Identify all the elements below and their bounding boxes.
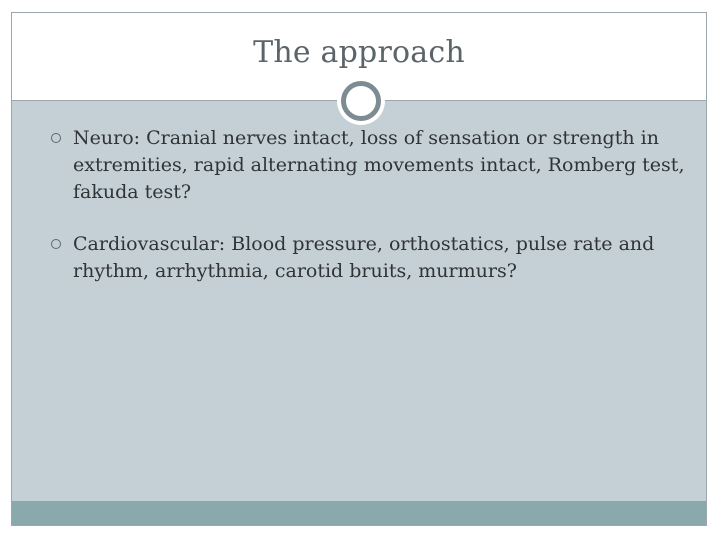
circle-ornament-icon	[341, 81, 381, 121]
footer-band	[12, 501, 706, 525]
bullet-list	[12, 125, 706, 310]
bullet-item-neuro	[12, 125, 706, 206]
bullet-text: Neuro: Cranial nerves intact, loss of sensation or strength in extremities, rapid alternating movements intact, Romberg test, fakuda test?	[73, 127, 685, 203]
slide-title: The approach	[253, 35, 465, 70]
bullet-circle-icon	[51, 133, 61, 143]
bullet-text: Cardiovascular: Blood pressure, orthostatics, pulse rate and rhythm, arrhythmia, carotid bruits, murmurs?	[73, 233, 655, 282]
bullet-circle-icon	[51, 239, 61, 249]
slide-frame	[11, 12, 707, 526]
bullet-item-cardiovascular	[12, 231, 706, 285]
